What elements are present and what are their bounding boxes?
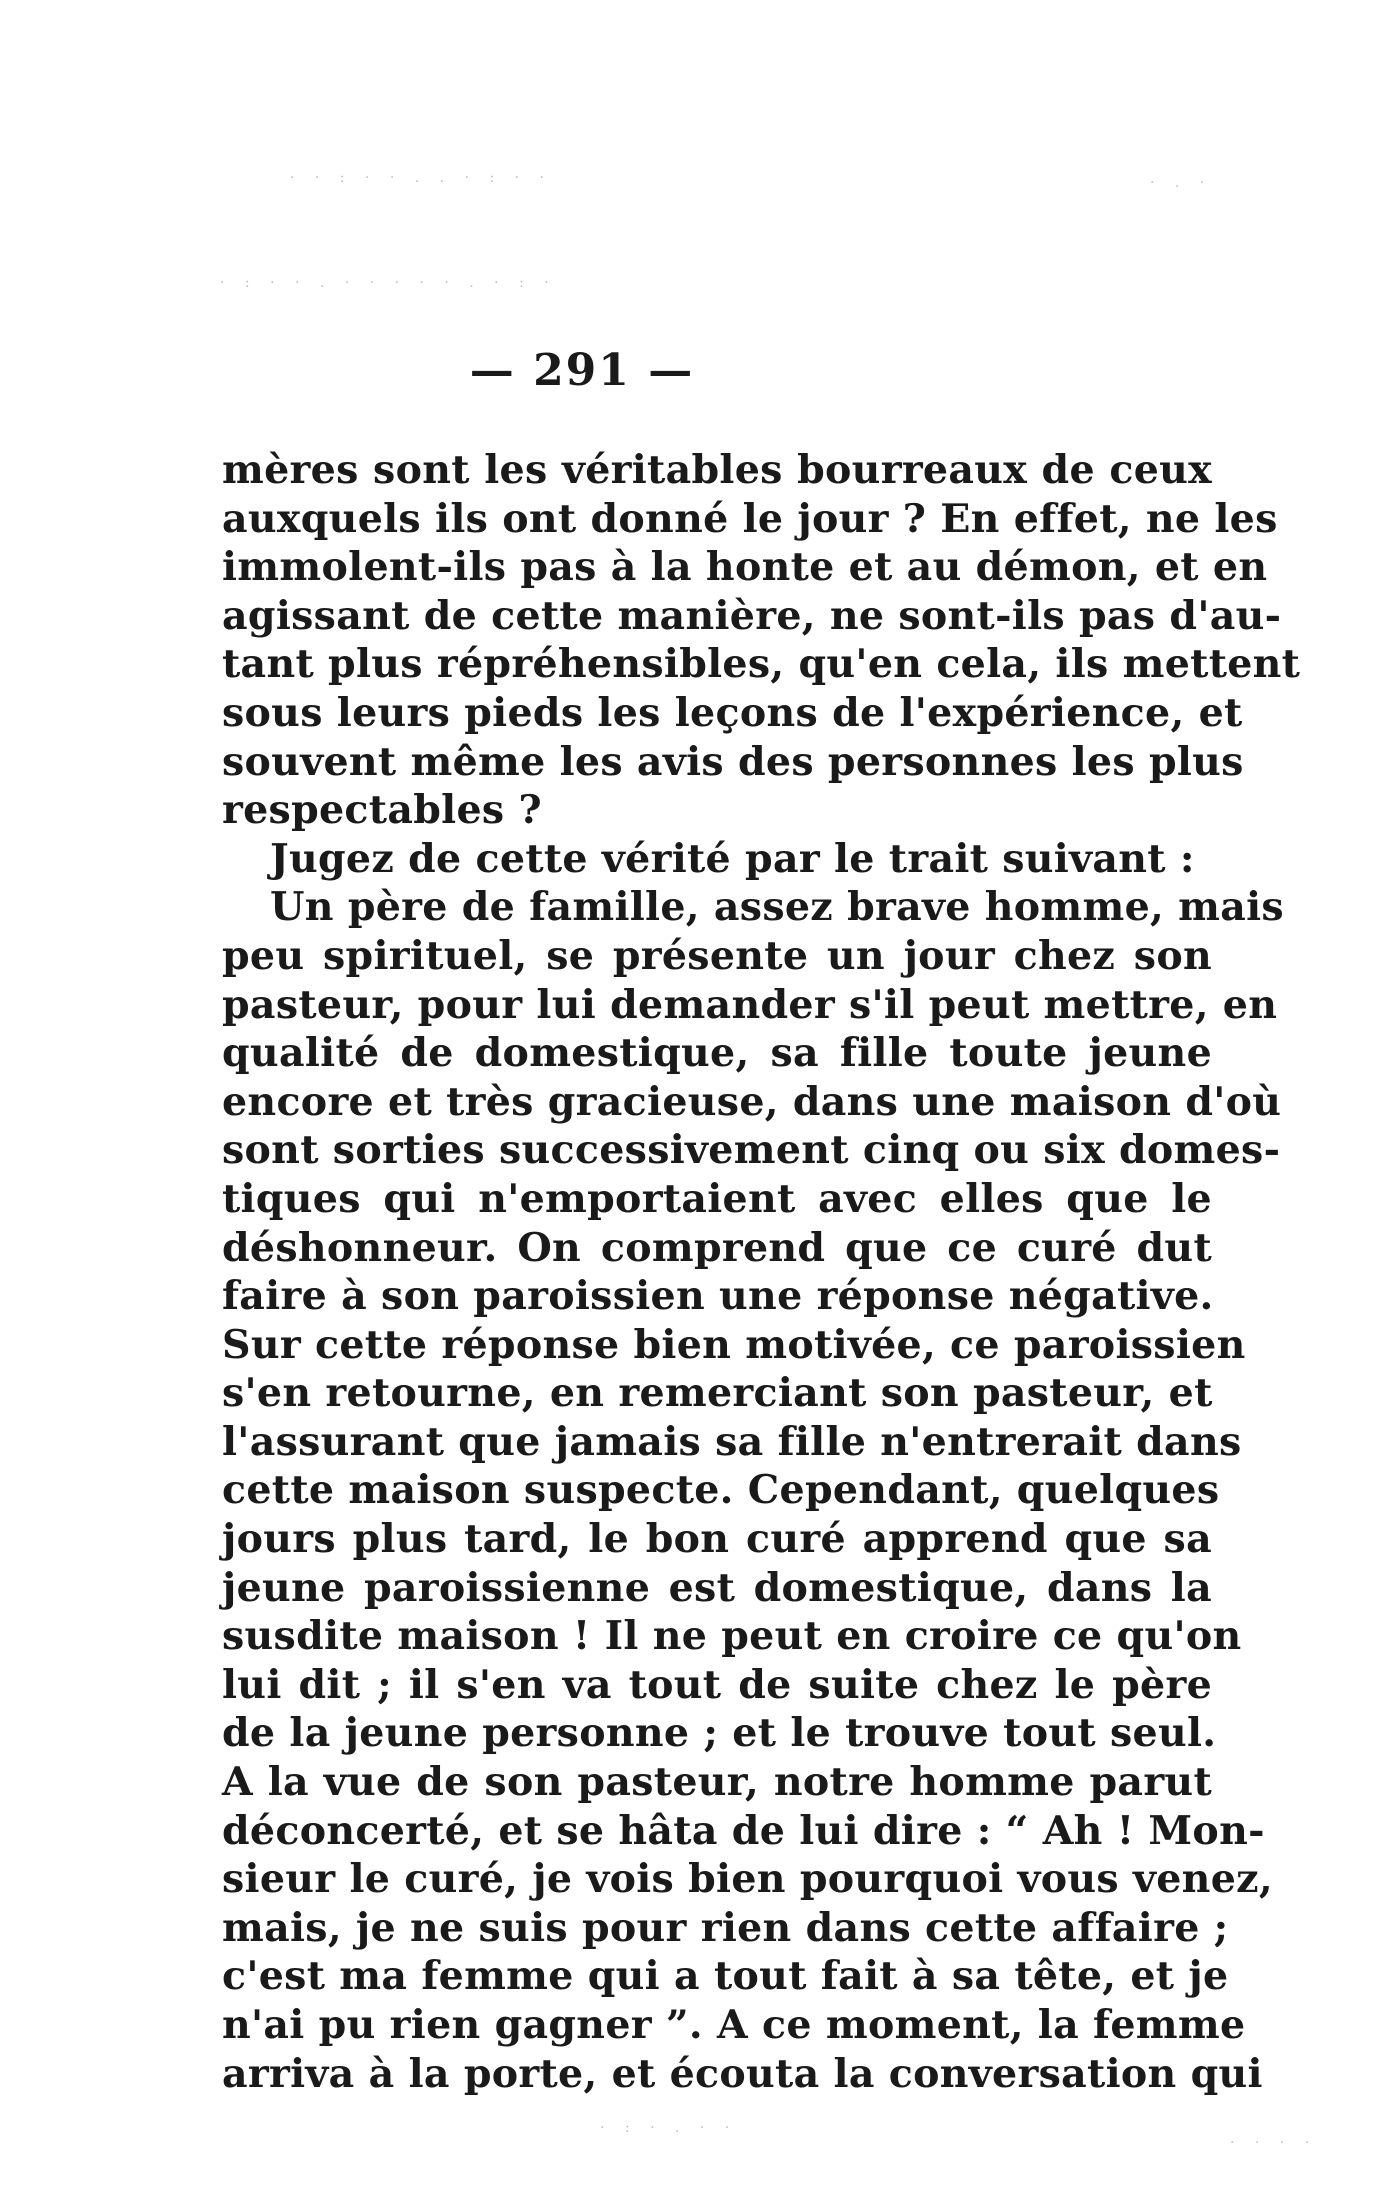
text-line: déconcerté, et se hâta de lui dire : “ Ah ! Mon- <box>222 1807 1265 1854</box>
text-line: auxquels ils ont donné le jour ? En effet, ne les <box>222 495 1278 542</box>
text-line: jours plus tard, le bon curé apprend que sa <box>222 1516 1212 1563</box>
text-line: sieur le curé, je vois bien pourquoi vous venez, <box>222 1856 1273 1903</box>
text-line: agissant de cette manière, ne sont-ils pas d'au- <box>222 592 1282 639</box>
text-line: susdite maison ! Il ne peut en croire ce qu'on <box>222 1613 1242 1660</box>
text-line: Un père de famille, assez brave homme, mais <box>270 884 1284 931</box>
text-line: souvent même les avis des personnes les plus <box>222 738 1244 785</box>
text-line: sont sorties successivement cinq ou six domes- <box>222 1127 1281 1174</box>
text-line: de la jeune personne ; et le trouve tout seul. <box>222 1710 1217 1757</box>
paper-speckle-bottom: · : · . · · <box>600 2120 738 2136</box>
text-line: tiques qui n'emportaient avec elles que le <box>222 1175 1212 1222</box>
text-line: Sur cette réponse bien motivée, ce paroissien <box>222 1321 1246 1368</box>
paper-speckle-top: · · : · · . . · : · · <box>290 170 552 186</box>
text-line: sous leurs pieds les leçons de l'expérience, et <box>222 689 1243 736</box>
paper-speckle-bottom-right: · · · · <box>1230 2135 1318 2151</box>
paper-speckle-mid: · : · · . · · · · · . · : · <box>220 275 557 291</box>
text-line: jeune paroissienne est domestique, dans la <box>222 1564 1212 1611</box>
text-line: cette maison suspecte. Cependant, quelques <box>222 1467 1220 1514</box>
text-line: Jugez de cette vérité par le trait suivant : <box>270 835 1195 882</box>
body-text <box>222 446 1301 2098</box>
text-line: immolent-ils pas à la honte et au démon, et en <box>222 544 1268 591</box>
text-line: peu spirituel, se présente un jour chez son <box>222 932 1212 979</box>
text-line: mais, je ne suis pour rien dans cette affaire ; <box>222 1904 1229 1951</box>
text-line: faire à son paroissien une réponse négative. <box>222 1273 1214 1320</box>
page-number: — 291 — <box>469 345 695 396</box>
text-line: encore et très gracieuse, dans une maison d'où <box>222 1078 1282 1125</box>
text-line: tant plus répréhensibles, qu'en cela, ils mettent <box>222 641 1301 688</box>
text-line: l'assurant que jamais sa fille n'entrerait dans <box>222 1418 1242 1465</box>
text-line: déshonneur. On comprend que ce curé dut <box>222 1224 1212 1271</box>
text-line: c'est ma femme qui a tout fait à sa tête, et je <box>222 1953 1229 2000</box>
text-line: pasteur, pour lui demander s'il peut mettre, en <box>222 981 1278 1028</box>
text-line: s'en retourne, en remerciant son pasteur, et <box>222 1370 1213 1417</box>
text-line: qualité de domestique, sa fille toute jeune <box>222 1030 1212 1077</box>
text-line: n'ai pu rien gagner ”. A ce moment, la femme <box>222 2002 1246 2048</box>
text-line: mères sont les véritables bourreaux de ceux <box>222 447 1212 493</box>
text-line: respectables ? <box>222 787 542 834</box>
paper-speckle-top-right: · . · <box>1150 175 1213 191</box>
text-line: A la vue de son pasteur, notre homme parut <box>222 1759 1212 1806</box>
text-line: arriva à la porte, et écouta la conversation qui <box>222 2050 1263 2097</box>
text-line: lui dit ; il s'en va tout de suite chez le père <box>222 1661 1212 1708</box>
